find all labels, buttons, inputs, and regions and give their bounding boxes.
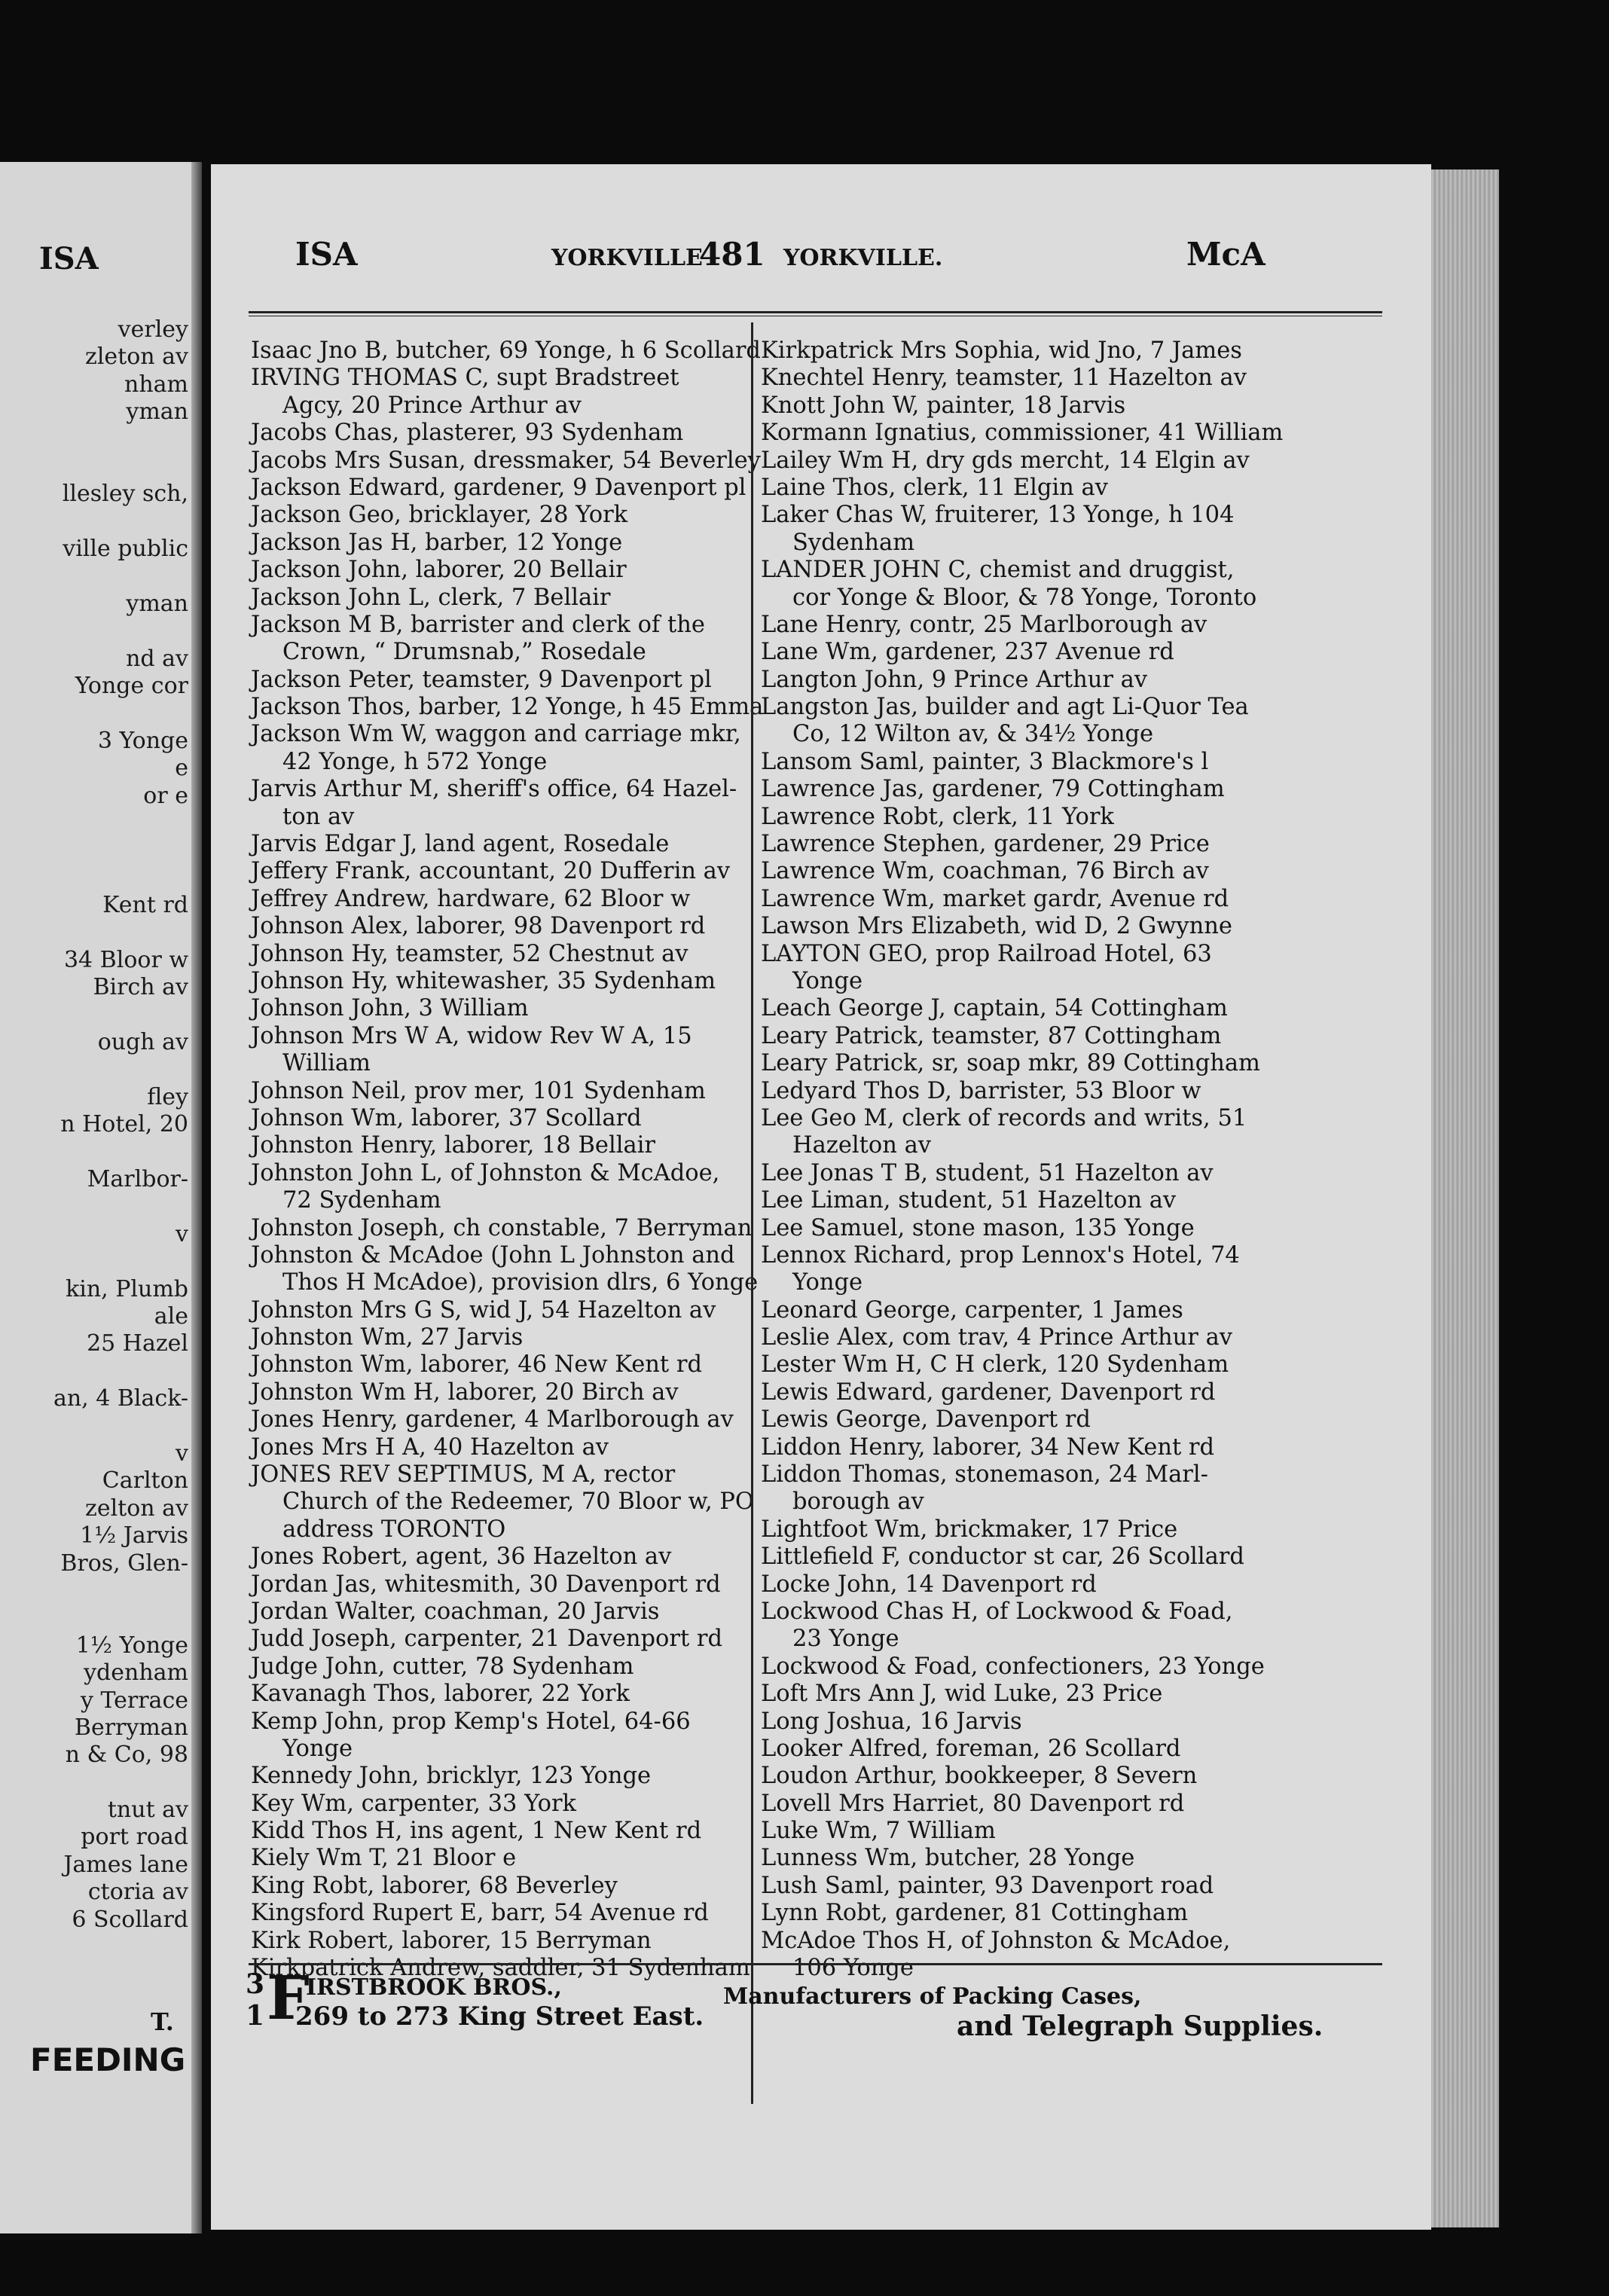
directory-entry-line: Liddon Henry, laborer, 34 New Kent rd (761, 1433, 1215, 1461)
directory-entry-line: Lightfoot Wm, brickmaker, 17 Price (761, 1516, 1178, 1543)
previous-page-line: ville public (63, 536, 188, 563)
previous-page-line (0, 1413, 188, 1440)
footer-rule (249, 1963, 1382, 1965)
previous-page-line: ale (154, 1303, 188, 1330)
directory-entry-line: Lester Wm H, C H clerk, 120 Sydenham (761, 1351, 1229, 1379)
directory-entry-line: Jones Mrs H A, 40 Hazelton av (251, 1433, 609, 1461)
ad-firm-name: IRSTBROOK BROS., (306, 1974, 562, 2001)
previous-page-line: Bros, Glen- (60, 1549, 188, 1577)
header-town-right: YORKVILLE. (783, 245, 943, 271)
directory-entry-line: Johnston John L, of Johnston & McAdoe, (251, 1159, 720, 1186)
directory-entry-line: Lawrence Jas, gardener, 79 Cottingham (761, 776, 1225, 803)
previous-page-line (0, 1358, 188, 1385)
ad-number-bottom: 1 (246, 2000, 265, 2032)
directory-entry-line: Yonge (792, 967, 863, 994)
directory-entry-line: Judge John, cutter, 78 Sydenham (251, 1653, 634, 1680)
previous-page-line: an, 4 Black- (53, 1385, 188, 1412)
directory-entry-line: Church of the Redeemer, 70 Bloor w, PO (282, 1488, 754, 1516)
directory-entry-line: Knott John W, painter, 18 Jarvis (761, 392, 1126, 419)
directory-entry-line: Jones Robert, agent, 36 Hazelton av (251, 1543, 672, 1571)
previous-page-line: Marlbor- (87, 1166, 188, 1193)
previous-page-line (0, 1604, 188, 1632)
directory-entry-line: Kennedy John, bricklyr, 123 Yonge (251, 1763, 652, 1790)
previous-page-line (0, 700, 188, 727)
directory-entry-line: Lawson Mrs Elizabeth, wid D, 2 Gwynne (761, 913, 1232, 940)
previous-page-line: yman (126, 590, 188, 617)
directory-entry-line: Loft Mrs Ann J, wid Luke, 23 Price (761, 1681, 1163, 1708)
previous-page-footer-bottom: FEEDING (30, 2041, 186, 2078)
previous-page-line (0, 1769, 188, 1797)
directory-entry-line: Johnson Hy, teamster, 52 Chestnut av (251, 940, 688, 967)
previous-page-line: Carlton (102, 1467, 188, 1495)
book-page-edges (1424, 169, 1499, 2227)
directory-entry-line: Kavanagh Thos, laborer, 22 York (251, 1681, 630, 1708)
previous-page-line: Birch av (93, 974, 188, 1001)
directory-entry-line: Jones Henry, gardener, 4 Marlborough av (251, 1406, 734, 1433)
directory-entry-line: Lush Saml, painter, 93 Davenport road (761, 1872, 1214, 1899)
previous-page-line: or e (143, 782, 188, 809)
directory-entry-line: Jarvis Edgar J, land agent, Rosedale (251, 831, 670, 858)
directory-entry-line: Lane Henry, contr, 25 Marlborough av (761, 611, 1208, 638)
directory-entry-line: Johnston & McAdoe (John L Johnston and (251, 1241, 735, 1269)
directory-entry-line: Jackson Wm W, waggon and carriage mkr, (251, 721, 741, 748)
directory-entry-line: 42 Yonge, h 572 Yonge (282, 748, 548, 775)
directory-entry-line: address TORONTO (282, 1516, 506, 1543)
previous-page-line: zelton av (85, 1495, 188, 1522)
directory-entry-line: Jackson John L, clerk, 7 Bellair (251, 584, 611, 611)
previous-page-line (0, 920, 188, 947)
directory-entry-line: Jeffery Frank, accountant, 20 Dufferin av (251, 858, 731, 885)
directory-entry-line: ton av (282, 803, 355, 830)
previous-page-line (0, 508, 188, 536)
running-head (211, 236, 1431, 289)
right-column (761, 337, 1283, 1982)
previous-page-line: y Terrace (80, 1687, 188, 1714)
directory-entry-line: 23 Yonge (792, 1626, 899, 1653)
previous-page-line: nd av (126, 645, 188, 672)
previous-page-line (0, 563, 188, 591)
previous-page-line: verley (118, 316, 188, 343)
directory-entry-line: Lockwood & Foad, confectioners, 23 Yonge (761, 1653, 1265, 1680)
ad-number-top: 3 (246, 1968, 265, 2000)
previous-page-line: nham (124, 371, 188, 398)
directory-entry-line: Kirk Robert, laborer, 15 Berryman (251, 1927, 652, 1954)
directory-entry-line: Kingsford Rupert E, barr, 54 Avenue rd (251, 1900, 709, 1927)
left-column (251, 337, 763, 1982)
directory-entry-line: Lansom Saml, painter, 3 Blackmore's l (761, 748, 1209, 775)
directory-entry-line: Luke Wm, 7 William (761, 1818, 996, 1845)
directory-entry-line: Jackson Geo, bricklayer, 28 York (251, 502, 628, 529)
previous-page-line: n & Co, 98 (65, 1742, 188, 1769)
directory-entry-line: Johnston Wm, laborer, 46 New Kent rd (251, 1351, 702, 1379)
directory-entry-line: Johnson Mrs W A, widow Rev W A, 15 (251, 1022, 692, 1049)
directory-entry-line: Jackson Jas H, barber, 12 Yonge (251, 529, 623, 556)
directory-entry-line: Langston Jas, builder and agt Li-Quor Tea (761, 694, 1249, 721)
previous-page-line: 1½ Jarvis (80, 1522, 188, 1549)
directory-entry-line: LANDER JOHN C, chemist and druggist, (761, 557, 1235, 584)
previous-page-line (0, 1194, 188, 1221)
directory-entry-line: Isaac Jno B, butcher, 69 Yonge, h 6 Scollard (251, 337, 761, 364)
previous-page-line (0, 453, 188, 481)
previous-page-line (0, 810, 188, 837)
directory-entry-line: Johnson Wm, laborer, 37 Scollard (251, 1104, 642, 1131)
header-left-key: ISA (295, 236, 358, 273)
directory-entry-line: Jackson Peter, teamster, 9 Davenport pl (251, 666, 712, 693)
previous-page-line (0, 426, 188, 453)
previous-page-line (0, 1139, 188, 1166)
previous-page-line (0, 837, 188, 864)
previous-page-line: James lane (63, 1851, 188, 1878)
directory-entry-line: McAdoe Thos H, of Johnston & McAdoe, (761, 1927, 1231, 1954)
directory-entry-line: Kormann Ignatius, commissioner, 41 William (761, 420, 1284, 447)
directory-entry-line: Hazelton av (792, 1132, 932, 1159)
directory-entry-line: Leonard George, carpenter, 1 James (761, 1296, 1183, 1324)
previous-page-header: ISA (39, 241, 99, 276)
header-town-left: YORKVILLE (551, 245, 703, 271)
directory-entry-line: Leslie Alex, com trav, 4 Prince Arthur av (761, 1324, 1232, 1351)
previous-page-line: 3 Yonge (97, 727, 188, 754)
previous-page-line: n Hotel, 20 (60, 1111, 188, 1138)
directory-entry-line: Johnston Wm H, laborer, 20 Birch av (251, 1379, 679, 1406)
ad-initial: F (267, 1962, 310, 2033)
previous-page-line (0, 1002, 188, 1029)
directory-entry-line: Johnson Neil, prov mer, 101 Sydenham (251, 1077, 706, 1104)
previous-page-line: Yonge cor (75, 673, 188, 700)
directory-entry-line: Jackson M B, barrister and clerk of the (251, 611, 705, 638)
ad-trade-line-2: and Telegraph Supplies. (957, 2011, 1324, 2042)
directory-entry-line: William (282, 1050, 371, 1077)
previous-page-line: ough av (97, 1029, 188, 1056)
directory-entry-line: 72 Sydenham (282, 1187, 441, 1214)
previous-page-line: 34 Bloor w (63, 946, 188, 973)
previous-page-footer-top: T. (151, 2007, 174, 2036)
directory-entry-line: Lee Jonas T B, student, 51 Hazelton av (761, 1159, 1214, 1186)
directory-entry-line: Jacobs Chas, plasterer, 93 Sydenham (251, 420, 684, 447)
previous-page-lines (0, 316, 188, 1934)
directory-entry-line: Lawrence Stephen, gardener, 29 Price (761, 831, 1210, 858)
directory-entry-line: Lynn Robt, gardener, 81 Cottingham (761, 1900, 1188, 1927)
directory-entry-line: Looker Alfred, foreman, 26 Scollard (761, 1735, 1181, 1762)
directory-entry-line: Kirkpatrick Andrew, saddler, 31 Sydenham (251, 1955, 750, 1982)
directory-entry-line: Knechtel Henry, teamster, 11 Hazelton av (761, 365, 1247, 392)
directory-entry-line: Johnston Mrs G S, wid J, 54 Hazelton av (251, 1296, 716, 1324)
directory-entry-line: JONES REV SEPTIMUS, M A, rector (251, 1461, 676, 1488)
directory-entry-line: Ledyard Thos D, barrister, 53 Bloor w (761, 1077, 1201, 1104)
directory-entry-line: Co, 12 Wilton av, & 34½ Yonge (792, 721, 1154, 748)
directory-entry-line: Kidd Thos H, ins agent, 1 New Kent rd (251, 1818, 702, 1845)
directory-entry-line: Lewis Edward, gardener, Davenport rd (761, 1379, 1216, 1406)
previous-page-line: tnut av (107, 1797, 188, 1824)
directory-entry-line: IRVING THOMAS C, supt Bradstreet (251, 365, 679, 392)
directory-entry-line: Leary Patrick, sr, soap mkr, 89 Cottingham (761, 1050, 1260, 1077)
directory-entry-line: Johnston Wm, 27 Jarvis (251, 1324, 524, 1351)
directory-entry-line: Lawrence Wm, market gardr, Avenue rd (761, 885, 1229, 912)
directory-entry-line: Johnson John, 3 William (251, 995, 529, 1022)
previous-page-fragment (0, 162, 202, 2233)
directory-entry-line: Judd Joseph, carpenter, 21 Davenport rd (251, 1626, 723, 1653)
directory-page (211, 164, 1431, 2230)
previous-page-line: Berryman (74, 1714, 188, 1741)
column-divider (751, 322, 753, 2104)
previous-page-line: yman (126, 398, 188, 426)
directory-entry-line: Yonge (792, 1269, 863, 1296)
directory-entry-line: Leary Patrick, teamster, 87 Cottingham (761, 1022, 1222, 1049)
directory-entry-line: Agcy, 20 Prince Arthur av (282, 392, 582, 419)
directory-entry-line: Long Joshua, 16 Jarvis (761, 1708, 1022, 1735)
directory-entry-line: Lee Samuel, stone mason, 135 Yonge (761, 1214, 1195, 1241)
directory-entry-line: Thos H McAdoe), provision dlrs, 6 Yonge (282, 1269, 759, 1296)
previous-page-line: ctoria av (87, 1879, 188, 1906)
page-gutter-shadow (191, 162, 202, 2233)
directory-entry-line: Liddon Thomas, stonemason, 24 Marl- (761, 1461, 1208, 1488)
page-number: 481 (699, 236, 765, 273)
directory-entry-line: King Robt, laborer, 68 Beverley (251, 1872, 618, 1899)
directory-entry-line: Lewis George, Davenport rd (761, 1406, 1091, 1433)
header-rule (249, 311, 1382, 316)
previous-page-line: port road (81, 1824, 188, 1851)
previous-page-line: llesley sch, (62, 481, 188, 508)
advertisement-banner (211, 1962, 1431, 2051)
directory-entry-line: Johnston Henry, laborer, 18 Bellair (251, 1132, 655, 1159)
directory-entry-line: Jarvis Arthur M, sheriff's office, 64 Hazel- (251, 776, 737, 803)
ad-trade-line-1: Manufacturers of Packing Cases, (723, 1983, 1142, 2010)
previous-page-line: v (176, 1220, 188, 1247)
directory-entry-line: Langton John, 9 Prince Arthur av (761, 666, 1148, 693)
previous-page-line (0, 1057, 188, 1084)
directory-entry-line: Laker Chas W, fruiterer, 13 Yonge, h 104 (761, 502, 1235, 529)
directory-entry-line: Lailey Wm H, dry gds mercht, 14 Elgin av (761, 447, 1250, 474)
directory-entry-line: Kemp John, prop Kemp's Hotel, 64-66 (251, 1708, 691, 1735)
previous-page-line (0, 865, 188, 892)
directory-entry-line: Crown, “ Drumsnab,” Rosedale (282, 639, 646, 666)
previous-page-line: e (175, 755, 188, 782)
directory-entry-line: Key Wm, carpenter, 33 York (251, 1790, 577, 1817)
directory-entry-line: Littlefield F, conductor st car, 26 Scollard (761, 1543, 1244, 1571)
directory-entry-line: Jordan Walter, coachman, 20 Jarvis (251, 1598, 660, 1625)
directory-entry-line: Jackson Edward, gardener, 9 Davenport pl (251, 474, 746, 501)
previous-page-line: 25 Hazel (87, 1330, 188, 1357)
directory-entry-line: Lawrence Wm, coachman, 76 Birch av (761, 858, 1209, 885)
previous-page-line: 6 Scollard (72, 1906, 188, 1933)
previous-page-line (0, 1577, 188, 1604)
directory-entry-line: Lunness Wm, butcher, 28 Yonge (761, 1845, 1135, 1872)
previous-page-line: 1½ Yonge (75, 1632, 188, 1659)
previous-page-line (0, 1248, 188, 1275)
directory-entry-line: Kiely Wm T, 21 Bloor e (251, 1845, 517, 1872)
header-right-key: McA (1186, 236, 1266, 273)
previous-page-line (0, 618, 188, 645)
previous-page-line: kin, Plumb (66, 1275, 188, 1302)
directory-entry-line: Laine Thos, clerk, 11 Elgin av (761, 474, 1108, 501)
directory-entry-line: Johnson Hy, whitewasher, 35 Sydenham (251, 967, 716, 994)
directory-entry-line: Lee Liman, student, 51 Hazelton av (761, 1187, 1177, 1214)
directory-entry-line: Lane Wm, gardener, 237 Avenue rd (761, 639, 1174, 666)
directory-entry-line: Jackson John, laborer, 20 Bellair (251, 557, 627, 584)
directory-entry-line: Lovell Mrs Harriet, 80 Davenport rd (761, 1790, 1185, 1817)
directory-entry-line: borough av (792, 1488, 924, 1516)
directory-entry-line: 106 Yonge (792, 1955, 914, 1982)
directory-entry-line: Kirkpatrick Mrs Sophia, wid Jno, 7 James (761, 337, 1242, 364)
directory-entry-line: Lockwood Chas H, of Lockwood & Foad, (761, 1598, 1233, 1625)
previous-page-line: v (176, 1440, 188, 1467)
previous-page-line: Kent rd (102, 892, 188, 919)
directory-entry-line: cor Yonge & Bloor, & 78 Yonge, Toronto (792, 584, 1257, 611)
directory-entry-line: LAYTON GEO, prop Railroad Hotel, 63 (761, 940, 1212, 967)
ad-address: 269 to 273 King Street East. (295, 2001, 704, 2032)
previous-page-line: ydenham (84, 1659, 188, 1687)
directory-entry-line: Leach George J, captain, 54 Cottingham (761, 995, 1228, 1022)
directory-entry-line: Loudon Arthur, bookkeeper, 8 Severn (761, 1763, 1198, 1790)
previous-page-line: fley (147, 1083, 188, 1110)
directory-entry-line: Yonge (282, 1735, 353, 1762)
directory-entry-line: Johnston Joseph, ch constable, 7 Berryman (251, 1214, 753, 1241)
directory-entry-line: Lawrence Robt, clerk, 11 York (761, 803, 1114, 830)
directory-entry-line: Lennox Richard, prop Lennox's Hotel, 74 (761, 1241, 1240, 1269)
directory-entry-line: Lee Geo M, clerk of records and writs, 51 (761, 1104, 1247, 1131)
directory-entry-line: Sydenham (792, 529, 915, 556)
directory-entry-line: Jordan Jas, whitesmith, 30 Davenport rd (251, 1571, 721, 1598)
directory-entry-line: Johnson Alex, laborer, 98 Davenport rd (251, 913, 706, 940)
directory-entry-line: Locke John, 14 Davenport rd (761, 1571, 1097, 1598)
directory-entry-line: Jeffrey Andrew, hardware, 62 Bloor w (251, 885, 691, 912)
previous-page-line: zleton av (85, 343, 188, 371)
directory-entry-line: Jacobs Mrs Susan, dressmaker, 54 Beverley (251, 447, 761, 474)
directory-entry-line: Jackson Thos, barber, 12 Yonge, h 45 Emma (251, 694, 764, 721)
